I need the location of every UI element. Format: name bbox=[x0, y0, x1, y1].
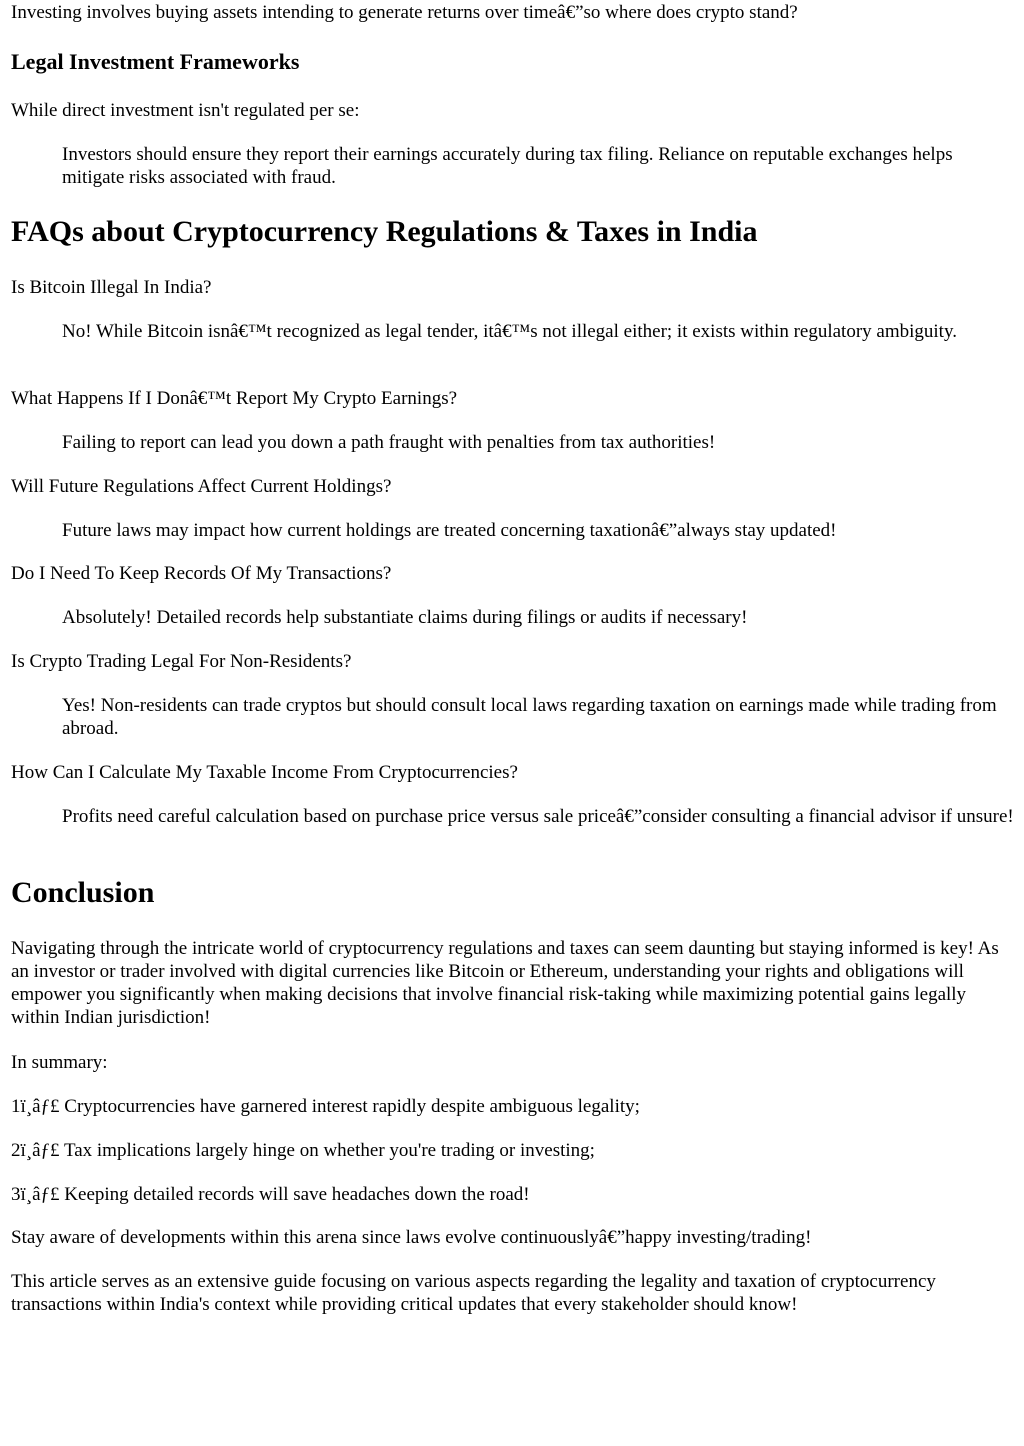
faq-answer: Future laws may impact how current holdings are treated concerning taxationâ€”always stay updated! bbox=[62, 520, 837, 541]
faq-answer: No! While Bitcoin isnâ€™t recognized as legal tender, itâ€™s not illegal either; it exists within regulatory ambiguity. bbox=[62, 321, 957, 342]
faq-question: Is Crypto Trading Legal For Non-Residents? bbox=[11, 651, 352, 672]
faq-heading: FAQs about Cryptocurrency Regulations & Taxes in India bbox=[11, 215, 758, 248]
conclusion-heading: Conclusion bbox=[11, 876, 155, 909]
faq-answer: Absolutely! Detailed records help substantiate claims during filings or audits if necessary! bbox=[62, 607, 748, 628]
faq-answer: Profits need careful calculation based on purchase price versus sale priceâ€”consider consulting a financial advisor if unsure! bbox=[62, 806, 1014, 827]
faq-question: How Can I Calculate My Taxable Income From Cryptocurrencies? bbox=[11, 762, 518, 783]
summary-item: 3ï¸âƒ£ Keeping detailed records will save headaches down the road! bbox=[11, 1184, 530, 1205]
faq-answer: Failing to report can lead you down a path fraught with penalties from tax authorities! bbox=[62, 432, 716, 453]
faq-question: Do I Need To Keep Records Of My Transactions? bbox=[11, 563, 392, 584]
footer-paragraph: This article serves as an extensive guide focusing on various aspects regarding the legality and taxation of cryptocurrency transactions within India's context while providing critical updates that every stakeholder should know! bbox=[11, 1271, 936, 1315]
legal-frameworks-quote: Investors should ensure they report their earnings accurately during tax filing. Reliance on reputable exchanges helps mitigate risks associated with fraud. bbox=[62, 144, 953, 188]
faq-question: What Happens If I Donâ€™t Report My Crypto Earnings? bbox=[11, 388, 458, 409]
faq-question: Will Future Regulations Affect Current Holdings? bbox=[11, 476, 392, 497]
faq-question: Is Bitcoin Illegal In India? bbox=[11, 277, 212, 298]
closing-paragraph: Stay aware of developments within this arena since laws evolve continuouslyâ€”happy investing/trading! bbox=[11, 1227, 812, 1248]
intro-paragraph: Investing involves buying assets intending to generate returns over timeâ€”so where does crypto stand? bbox=[11, 2, 798, 23]
legal-frameworks-lead: While direct investment isn't regulated per se: bbox=[11, 100, 360, 121]
conclusion-paragraph: Navigating through the intricate world of cryptocurrency regulations and taxes can seem daunting but staying informed is key! As an investor or trader involved with digital currencies like Bitcoin or Ethereum, understanding your rights and obligations will empower you significantly when making decisions that involve financial risk-taking while maximizing potential gains legally within Indian jurisdiction! bbox=[11, 938, 999, 1028]
summary-lead: In summary: bbox=[11, 1052, 108, 1073]
summary-item: 1ï¸âƒ£ Cryptocurrencies have garnered interest rapidly despite ambiguous legality; bbox=[11, 1096, 640, 1117]
summary-item: 2ï¸âƒ£ Tax implications largely hinge on whether you're trading or investing; bbox=[11, 1140, 595, 1161]
faq-answer: Yes! Non-residents can trade cryptos but should consult local laws regarding taxation on earnings made while trading from abroad. bbox=[62, 695, 997, 739]
legal-frameworks-heading: Legal Investment Frameworks bbox=[11, 49, 300, 74]
